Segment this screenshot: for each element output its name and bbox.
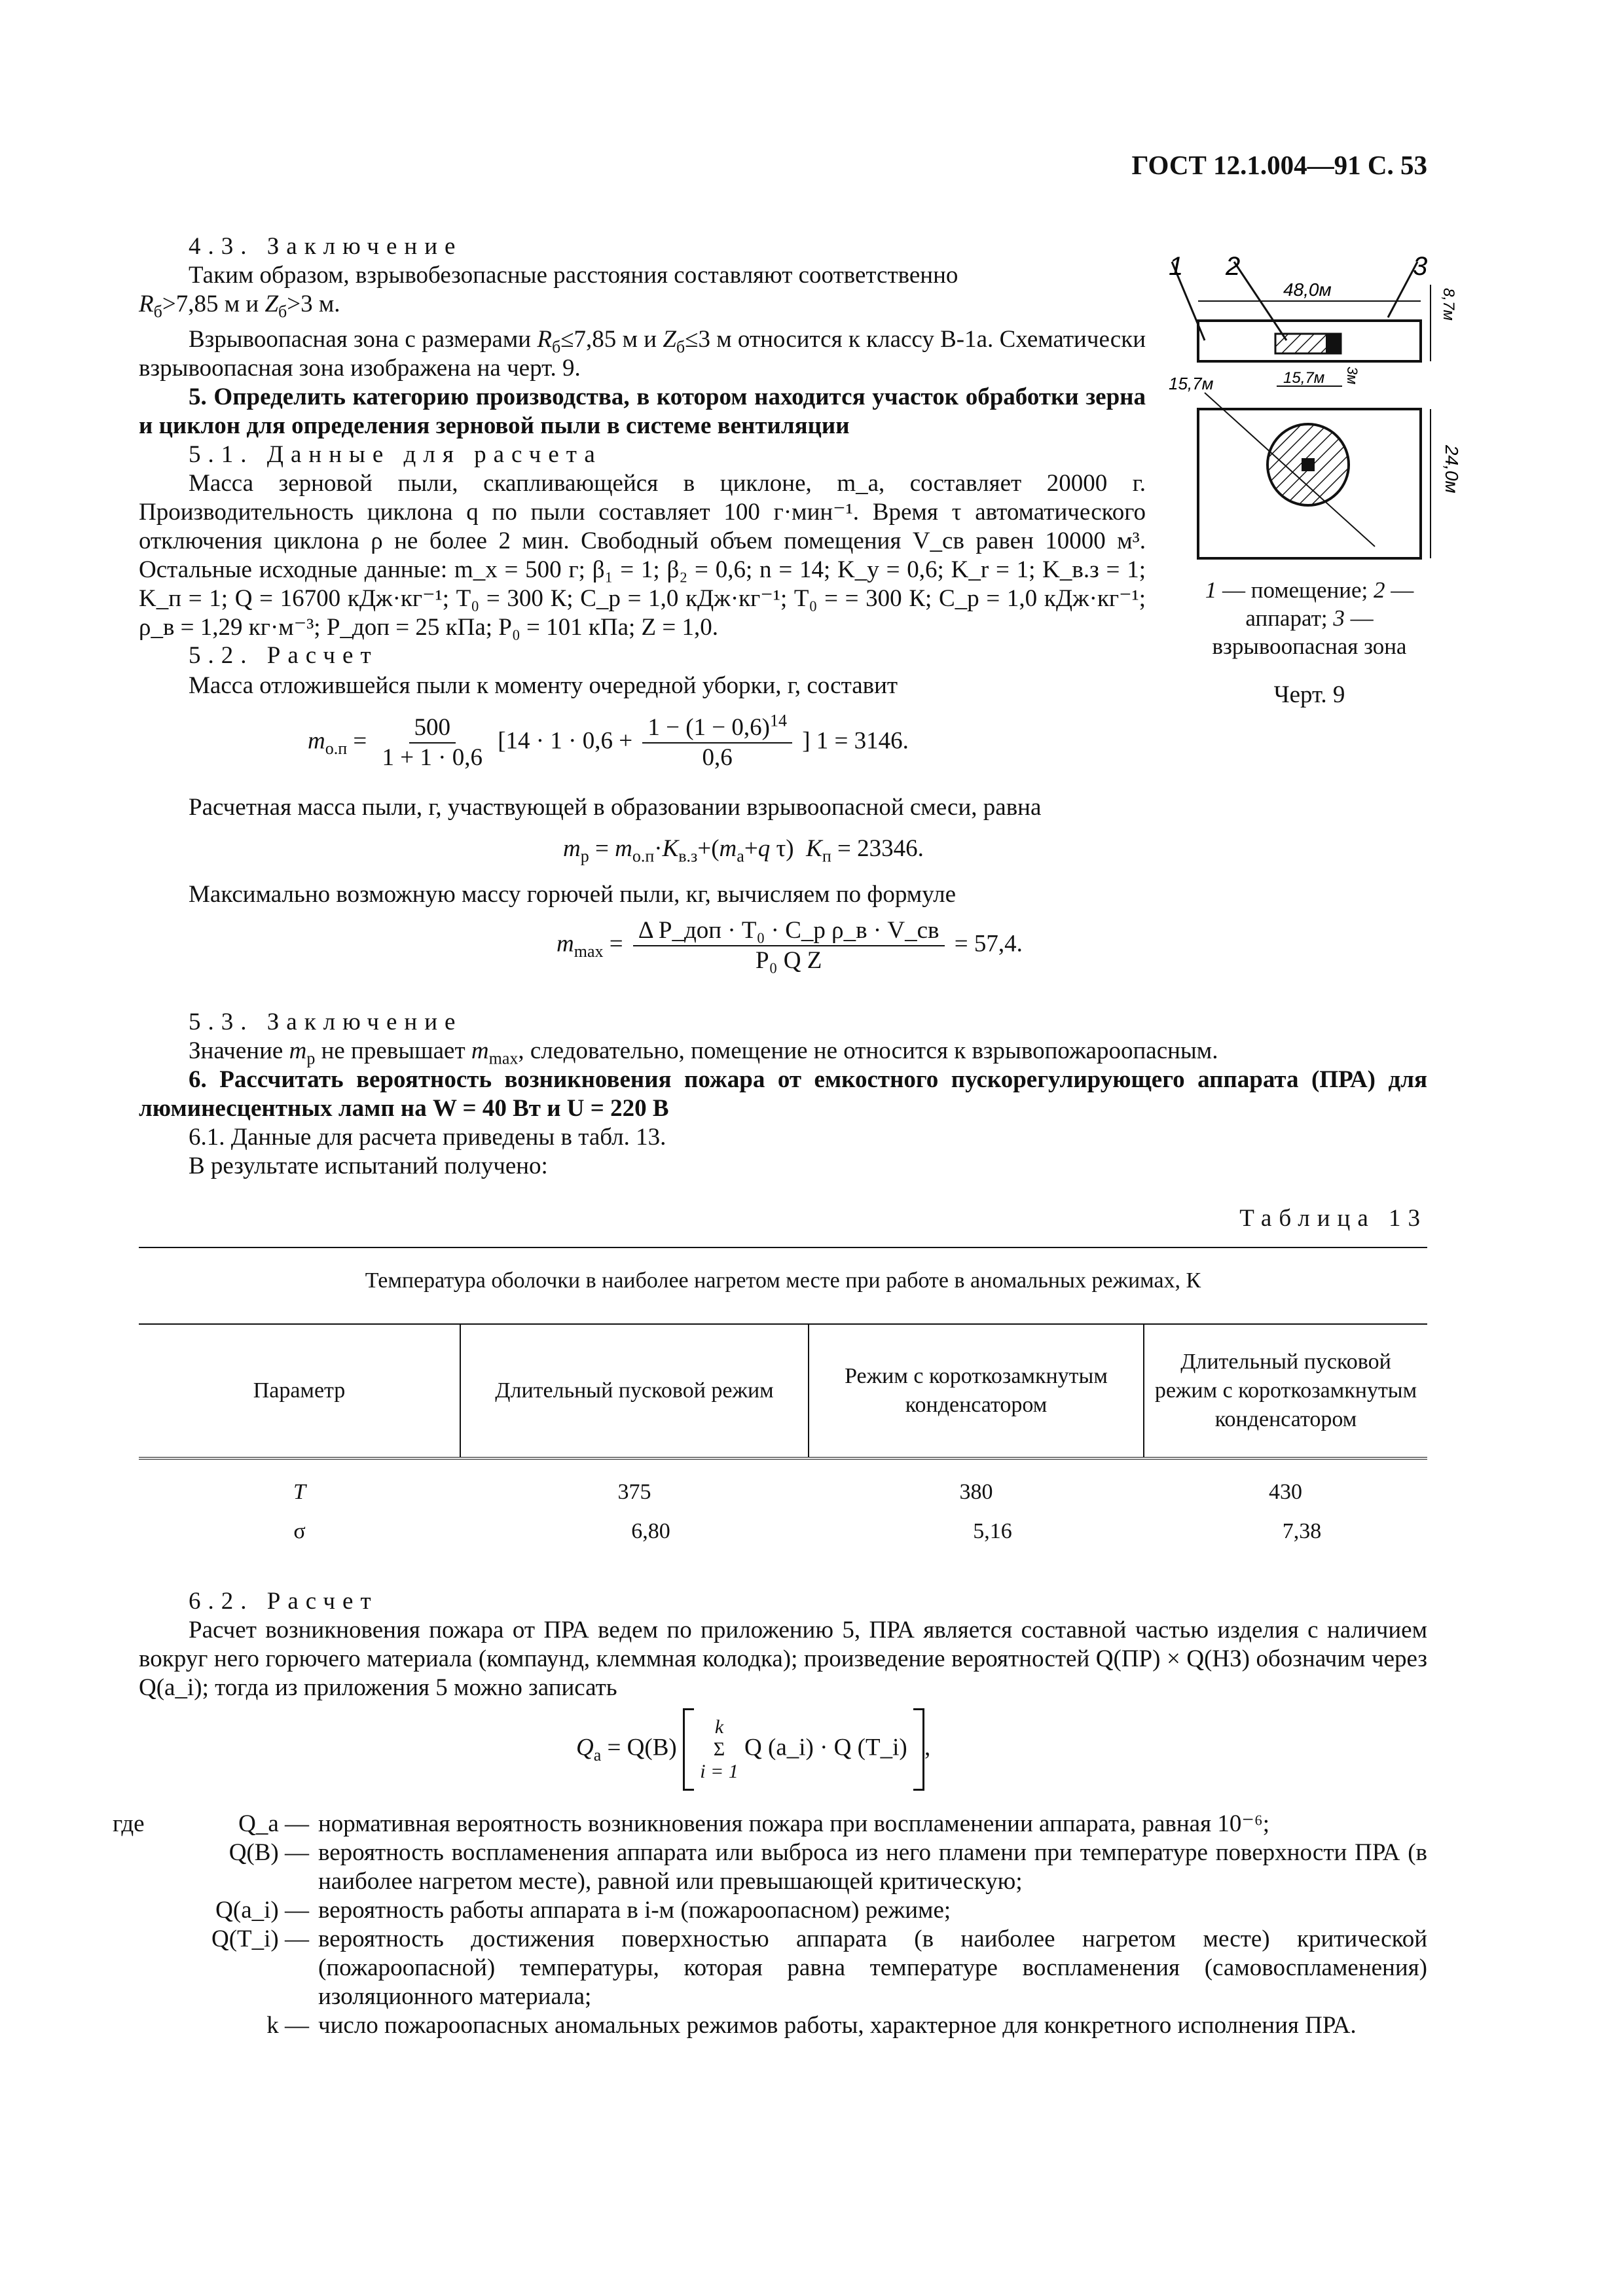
figure-label-3: 3 bbox=[1413, 252, 1428, 281]
fraction bbox=[633, 916, 945, 975]
legend-item bbox=[139, 1925, 1427, 2011]
table-13-caption: Температура оболочки в наиболее нагретом месте при работе в аномальных режимах, К bbox=[365, 1268, 1201, 1293]
table-cell: 380 bbox=[959, 1480, 993, 1504]
legend-item bbox=[139, 2011, 1427, 2040]
section-4-3-paragraph-1: Таким образом, взрывобезопасные расстояния составляют соответственно $R_б>7,85$ м и $Z_б>3$ м. bbox=[139, 262, 958, 321]
section-number: 6. bbox=[189, 1066, 207, 1093]
section-4-3-title: 4.3. Заключение bbox=[189, 233, 463, 260]
text: м относится к классу В-1а. Схематически взрывоопасная зона изображена на черт. 9. bbox=[139, 326, 1146, 382]
figure-9-drawing bbox=[1165, 249, 1462, 569]
section-5-3-title: 5.3. Заключение bbox=[189, 1009, 463, 1035]
var: m bbox=[308, 727, 325, 755]
section-4-3-paragraph-2: Взрывоопасная зона с размерами $R_б\le 7,85$ м и $Z_б\le 3$ м относится к классу В-1а. Схематически взрывоопасная зона изображена на черт. 9. bbox=[139, 326, 1146, 382]
section-6-title: Рассчитать вероятность возникновения пожара от емкостного пускорегулирующего аппарата (ПРА) для люминесцентных ламп на W = 40 Вт и U = 220 В bbox=[139, 1066, 1427, 1122]
text: м и bbox=[616, 326, 663, 353]
exponent: 14 bbox=[769, 711, 787, 730]
section-5-1-title: 5.1. Данные для расчета bbox=[189, 441, 602, 468]
legend-term: Q(B) — bbox=[228, 1839, 309, 1866]
numerator: 500 bbox=[409, 713, 456, 744]
sum-lower: i = 1 bbox=[700, 1761, 739, 1782]
sum-upper: k bbox=[714, 1716, 724, 1738]
section-5-2-paragraph-3: Максимально возможную массу горючей пыли, кг, вычисляем по формуле bbox=[189, 881, 956, 908]
text: м и bbox=[218, 291, 265, 317]
section-5-title: Определить категорию производства, в котором находится участок обработки зерна и циклон для определения зерновой пыли в системе вентиляции bbox=[139, 384, 1146, 439]
legend-definition: число пожароопасных аномальных режимов работы, характерное для конкретного исполнения ПРА. bbox=[318, 2012, 1357, 2039]
sum bbox=[700, 1716, 739, 1783]
section-6-1-text: 6.1. Данные для расчета приведены в табл. 13. bbox=[189, 1124, 666, 1151]
table-cell: 375 bbox=[617, 1480, 651, 1504]
table bbox=[139, 1323, 1427, 1551]
var: m bbox=[556, 930, 574, 958]
denominator: 1 + 1 · 0,6 bbox=[382, 744, 483, 771]
denominator: 0,6 bbox=[702, 744, 733, 771]
table-cell: σ bbox=[293, 1519, 306, 1543]
var-sub: max bbox=[574, 941, 604, 961]
text: Взрывоопасная зона с размерами bbox=[189, 326, 538, 353]
section-5-3-text: Значение $m_р$ не превышает $m_{max}$, следовательно, помещение не относится к взрывопожароопасным. bbox=[189, 1037, 1218, 1068]
table-cell: 5,16 bbox=[973, 1519, 1012, 1543]
section-number: 5. bbox=[189, 384, 207, 410]
dim-plan-height: 24,0м bbox=[1442, 445, 1462, 493]
legend-definition: нормативная вероятность возникновения пожара при воспламенении аппарата, равная 10⁻⁶; bbox=[318, 1810, 1270, 1837]
text: = Q(B) bbox=[607, 1734, 677, 1761]
table-header-cell: Длительный пусковой режим с короткозамкнутым конденсатором bbox=[1144, 1324, 1427, 1458]
legend-term: Q(a_i) — bbox=[215, 1897, 309, 1924]
fraction bbox=[377, 713, 488, 772]
table-cell: T bbox=[293, 1480, 306, 1504]
section-5-2-paragraph-2: Расчетная масса пыли, г, участвующей в образовании взрывоопасной смеси, равна bbox=[189, 794, 1042, 821]
legend-definition: вероятность достижения поверхностью аппарата (в наиболее нагретом месте) критической (пожароопасной) температуры, которая равна температуре воспламенения (самовоспламенения) изоляционного материала; bbox=[318, 1926, 1427, 2010]
figure-9-caption: 1 — помещение; 2 — аппарат; 3 — взрывоопасная зона bbox=[1205, 577, 1414, 659]
text: Таким образом, взрывобезопасные расстояния составляют соответственно bbox=[189, 262, 958, 289]
legend-term: Q(T_i) — bbox=[211, 1926, 309, 1952]
legend-item bbox=[139, 1896, 1427, 1925]
section-5-heading bbox=[139, 383, 1146, 440]
figure-label-1: 1 bbox=[1169, 252, 1184, 281]
sum-symbol: Σ bbox=[713, 1738, 725, 1760]
section-6-2-title: 6.2. Расчет bbox=[189, 1588, 378, 1615]
text: не превышает bbox=[315, 1037, 471, 1064]
dim-width: 48,0м bbox=[1283, 279, 1332, 300]
table-cell: 6,80 bbox=[631, 1519, 670, 1543]
section-6-1-text-2: В результате испытаний получено: bbox=[189, 1153, 548, 1179]
legend-term: k — bbox=[266, 2012, 309, 2039]
formula-qa bbox=[576, 1708, 1165, 1791]
var: Q bbox=[576, 1734, 594, 1761]
var-sub: о.п bbox=[325, 738, 348, 758]
text: = 57,4. bbox=[954, 930, 1023, 958]
section-6-heading bbox=[139, 1066, 1427, 1123]
section-6-2-text: Расчет возникновения пожара от ПРА ведем по приложению 5, ПРА является составной частью изделия с наличием вокруг него горючего материала (компаунд, клеммная колодка); произведение вероятностей Q(ПР) × Q(НЗ) обозначим через Q(a_i); тогда из приложения 5 можно записать bbox=[139, 1617, 1427, 1701]
text: Значение bbox=[189, 1037, 289, 1064]
text: м. bbox=[312, 291, 340, 317]
table-cell: 7,38 bbox=[1282, 1519, 1322, 1543]
where-label: где bbox=[113, 1810, 145, 1837]
table-cell: 430 bbox=[1269, 1480, 1302, 1504]
var-sub: a bbox=[593, 1745, 602, 1765]
section-5-1-text: Масса зерновой пыли, скапливающейся в циклоне, m_a, составляет 20000 г. Производительность циклона q по пыли составляет 100 г·мин⁻¹. Время τ автоматического отключения циклона ρ не более 2 мин. Свободный объем помещения V_св равен 10000 м³. Остальные исходные данные: m_x = 500 г; β₁ = 1; β₂ = 0,6; n = 14; K_y = 0,6; K_r = 1; K_в.з = 1; K_п = 1; Q = 16700 кДж·кг⁻¹; T₀ = 300 К; C_p = 1,0 кДж·кг⁻¹; T₀ = = 300 К; C_p = 1,0 кДж·кг⁻¹; ρ_в = 1,29 кг·м⁻³; P_доп = 25 кПа; P₀ = 101 кПа; Z = 1,0. bbox=[139, 470, 1146, 641]
dim-zone-width: 15,7м bbox=[1283, 369, 1325, 387]
fraction bbox=[642, 713, 792, 772]
text: , bbox=[924, 1734, 931, 1761]
page-header: ГОСТ 12.1.004—91 С. 53 bbox=[1131, 150, 1427, 180]
formula-m-max: $m_{max}$ = $\frac{\text{Δ P\_доп · T₀ · C\_p ρ\_в · V\_св}}{\text{P₀ Q Z}}$ = 57,4. bbox=[556, 917, 1023, 974]
figure-9-title: Черт. 9 bbox=[1273, 681, 1345, 708]
table-row bbox=[139, 1512, 1427, 1551]
right-bracket bbox=[913, 1708, 924, 1791]
legend-item bbox=[139, 1810, 1427, 1839]
text: ] 1 = 3146. bbox=[802, 727, 909, 755]
dim-left-radius: 15,7м bbox=[1169, 374, 1214, 393]
table-13-label: Таблица 13 bbox=[1239, 1205, 1427, 1232]
legend-definition: вероятность воспламенения аппарата или выброса из него пламени при температуре поверхности ПРА (в наиболее нагретом месте), равной или превышающей критическую; bbox=[318, 1839, 1427, 1895]
text: = 23346. bbox=[837, 835, 924, 862]
formula-m-op: $m_{о.п}$ = $\frac{500}{1 + 1 \cdot 0,6}$ [14 · 1 · 0,6 + $\frac{1 - (1 - 0,6)^{14}}{0,6}$ ] 1 = 3146. bbox=[308, 711, 909, 771]
table-header-cell: Параметр bbox=[253, 1378, 346, 1403]
figure-label-2: 2 bbox=[1226, 252, 1241, 281]
formula-m-p: $m_р = m_{о.п}\cdot K_{в.з}+(m_а+q$ τ) $K_п = 23346$. bbox=[563, 835, 924, 866]
text: 1 − (1 − 0,6) bbox=[647, 714, 770, 741]
denominator: P₀ Q Z bbox=[756, 947, 822, 974]
legend-item bbox=[139, 1839, 1427, 1896]
table-row bbox=[139, 1458, 1427, 1512]
section-5-2-intro: Масса отложившейся пыли к моменту очередной уборки, г, составит bbox=[189, 672, 898, 699]
table-header-cell: Режим с короткозамкнутым конденсатором bbox=[809, 1324, 1144, 1458]
legend-term: Q_a — bbox=[238, 1810, 309, 1837]
table-header-row bbox=[139, 1324, 1427, 1458]
sum-body: Q (a_i) · Q (T_i) bbox=[744, 1734, 907, 1761]
text: , следовательно, помещение не относится к взрывопожароопасным. bbox=[518, 1037, 1218, 1064]
text: [14 · 1 · 0,6 + bbox=[498, 727, 633, 755]
dim-zone-height: 3м bbox=[1344, 367, 1360, 385]
numerator: Δ P_доп · T₀ · C_p ρ_в · V_св bbox=[633, 916, 945, 946]
numerator bbox=[642, 713, 792, 744]
dim-top-height: 8,7м bbox=[1440, 288, 1457, 321]
table-header-cell: Длительный пусковой режим bbox=[460, 1324, 809, 1458]
table-top-rule bbox=[139, 1247, 1427, 1248]
table-13 bbox=[139, 1323, 1427, 1551]
section-5-2-title: 5.2. Расчет bbox=[189, 642, 378, 669]
legend bbox=[113, 1810, 1427, 2040]
left-bracket bbox=[683, 1708, 694, 1791]
legend-definition: вероятность работы аппарата в i-м (пожароопасном) режиме; bbox=[318, 1897, 951, 1924]
